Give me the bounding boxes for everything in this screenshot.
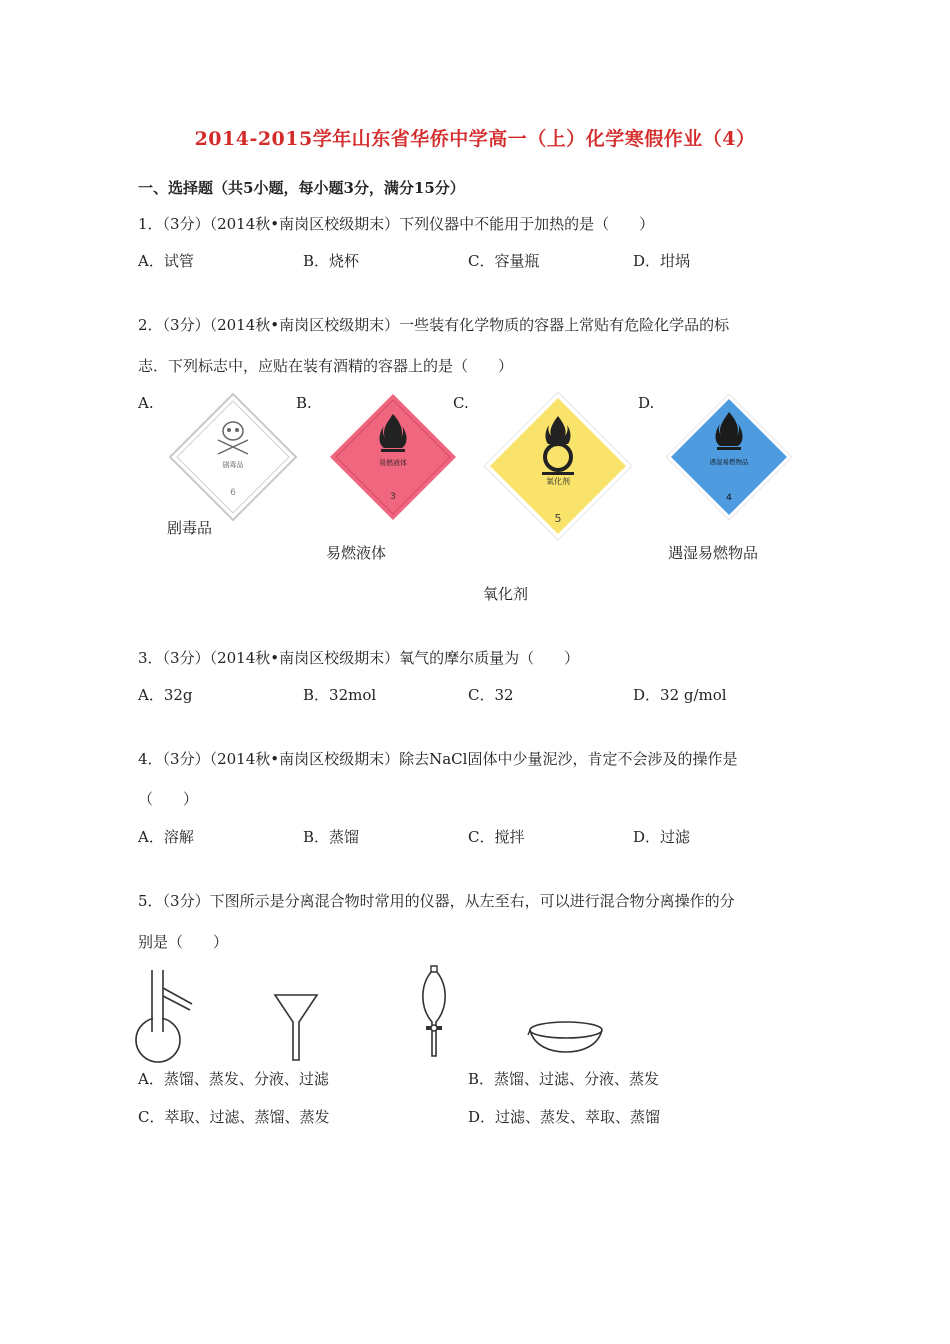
q3-option-d[interactable]: D．32 g/mol: [633, 686, 727, 704]
flammable-liquid-sign-icon[interactable]: [328, 392, 458, 522]
separatory-funnel-icon: [414, 964, 454, 1064]
sign-d-class-number: 4: [726, 493, 732, 503]
sign-a-inner-text: 剧毒品: [222, 461, 244, 469]
sign-a-caption: 剧毒品: [167, 519, 213, 537]
page-title: 2014-2015学年山东省华侨中学高一（上）化学寒假作业（4）: [194, 128, 756, 150]
question-5-stem-line2: 别是（ ）: [138, 933, 229, 951]
q1-option-a[interactable]: A．试管: [138, 252, 194, 270]
sign-b-class-number: 3: [390, 492, 396, 502]
funnel-icon: [272, 992, 320, 1064]
section-heading: 一、选择题（共5小题，每小题3分，满分15分）: [138, 179, 465, 197]
sign-b-caption: 易燃液体: [326, 544, 387, 562]
dangerous-when-wet-sign-icon[interactable]: [664, 392, 794, 522]
question-4-stem-line2: （ ）: [138, 790, 199, 808]
question-3-stem: 3．（3分）（2014秋•南岗区校级期末）氧气的摩尔质量为（ ）: [138, 649, 580, 667]
oxidizer-sign-icon[interactable]: [482, 390, 634, 542]
q4-option-c[interactable]: C．搅拌: [468, 828, 525, 846]
q4-option-b[interactable]: B．蒸馏: [303, 828, 360, 846]
q2-option-b[interactable]: B.: [296, 394, 312, 412]
q1-option-b[interactable]: B．烧杯: [303, 252, 360, 270]
distilling-flask-icon: [130, 966, 210, 1064]
q3-option-a[interactable]: A．32g: [138, 686, 193, 704]
q1-option-c[interactable]: C．容量瓶: [468, 252, 540, 270]
q5-option-a[interactable]: A．蒸馏、蒸发、分液、过滤: [138, 1070, 329, 1088]
question-1-stem: 1．（3分）（2014秋•南岗区校级期末）下列仪器中不能用于加热的是（ ）: [138, 215, 655, 233]
question-2-stem-line2: 志．下列标志中，应贴在装有酒精的容器上的是（ ）: [138, 357, 514, 375]
q2-option-d[interactable]: D.: [638, 394, 655, 412]
evaporating-dish-icon: [526, 1018, 606, 1058]
q1-option-d[interactable]: D．坩埚: [633, 252, 691, 270]
sign-a-class-number: 6: [230, 488, 236, 498]
question-2-stem-line1: 2．（3分）（2014秋•南岗区校级期末）一些装有化学物质的容器上常贴有危险化学品的标: [138, 316, 730, 334]
sign-b-inner-text: 易燃液体: [379, 459, 407, 467]
q5-option-b[interactable]: B．蒸馏、过滤、分液、蒸发: [468, 1070, 660, 1088]
sign-c-caption: 氧化剂: [483, 585, 529, 603]
q3-option-c[interactable]: C．32: [468, 686, 514, 704]
sign-c-class-number: 5: [554, 512, 562, 525]
question-4-stem-line1: 4．（3分）（2014秋•南岗区校级期末）除去NaCl固体中少量泥沙，肯定不会涉及的操作是: [138, 750, 738, 768]
q3-option-b[interactable]: B．32mol: [303, 686, 377, 704]
q4-option-a[interactable]: A．溶解: [138, 828, 194, 846]
sign-d-inner-text: 遇湿易燃物品: [709, 458, 749, 466]
question-5-stem-line1: 5．（3分）下图所示是分离混合物时常用的仪器，从左至右，可以进行混合物分离操作的分: [138, 892, 735, 910]
q2-option-a[interactable]: A.: [138, 394, 154, 412]
sign-c-inner-text: 氧化剂: [546, 477, 570, 486]
sign-d-caption: 遇湿易燃物品: [668, 544, 759, 562]
toxic-sign-icon[interactable]: [168, 392, 298, 522]
q4-option-d[interactable]: D．过滤: [633, 828, 691, 846]
q5-option-c[interactable]: C．萃取、过滤、蒸馏、蒸发: [138, 1108, 330, 1126]
q5-option-d[interactable]: D．过滤、蒸发、萃取、蒸馏: [468, 1108, 661, 1126]
q2-option-c[interactable]: C.: [453, 394, 469, 412]
